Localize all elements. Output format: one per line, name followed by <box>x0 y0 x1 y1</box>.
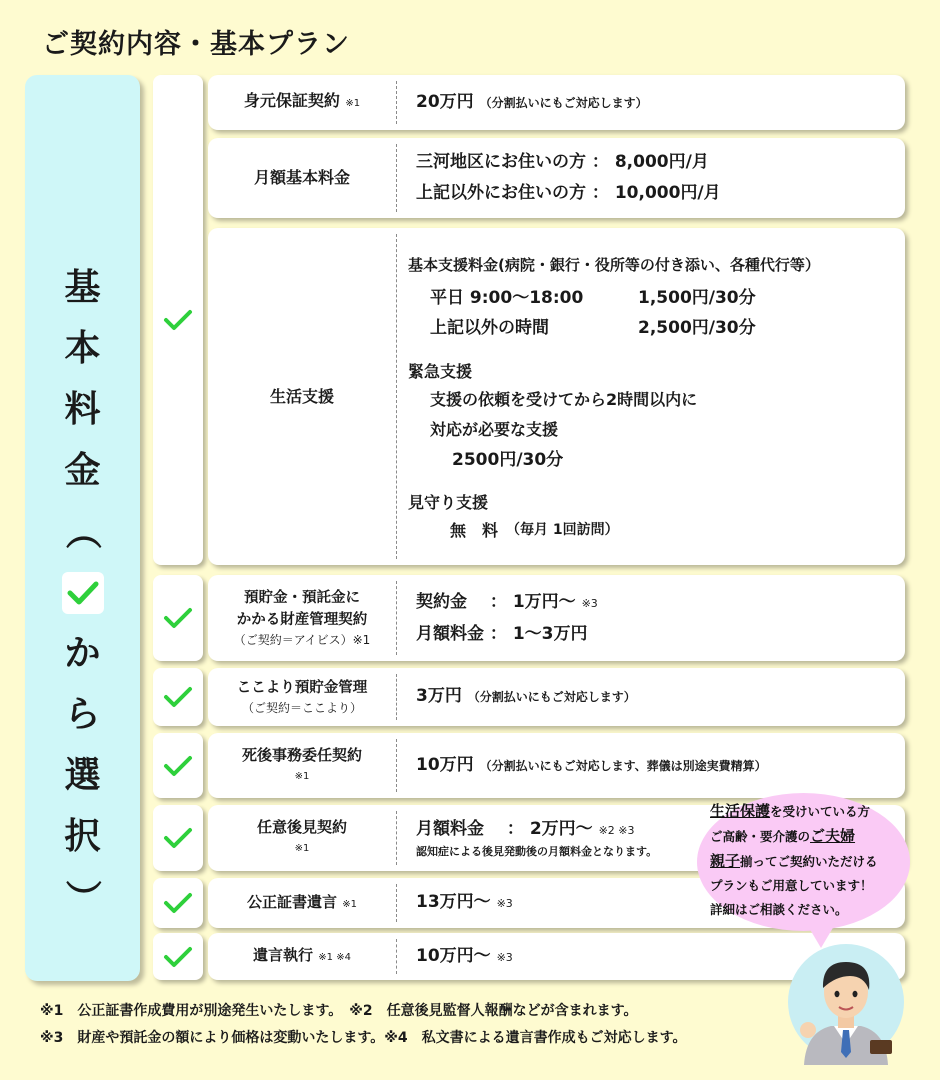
side-char: 基 <box>64 267 101 308</box>
row-content: 月額料金 ： 2万円～ ※2 ※3 認知症による後見発動後の月額料金となります。 <box>416 819 658 858</box>
check-icon <box>163 606 193 630</box>
check-box-guardianship <box>153 805 203 871</box>
row-label: 公正証書遺言 ※1 <box>247 892 357 911</box>
row-content: 10万円 （分割払いにもご対応します、葬儀は別途実費精算） <box>416 754 767 775</box>
check-icon <box>163 685 193 709</box>
side-char: 本 <box>64 328 101 369</box>
side-char: ら <box>64 694 101 735</box>
row-label: 死後事務委任契約 ※1 <box>241 745 362 782</box>
footnote-line-1: ※1 公正証書作成費用が別途発生いたします。 ※2 任意後見監督人報酬などが含まれます。 <box>40 1003 638 1019</box>
row-content: 20万円 （分割払いにもご対応します） <box>416 91 648 112</box>
check-box-execution <box>153 933 203 980</box>
check-icon <box>163 754 193 778</box>
base-fee-side-panel <box>25 75 140 981</box>
check-icon <box>163 891 193 915</box>
side-paren-open: （ <box>61 513 103 550</box>
page-title: ご契約内容・基本プラン <box>42 29 350 60</box>
row-deposit-management <box>208 575 905 661</box>
speech-bubble-text: 生活保護を受けいている方 ご高齢・要介護のご夫婦 親子揃ってご契約いただける プランもご用意しています！ 詳細はご相談ください。 <box>710 802 878 917</box>
row-monthly-fee <box>208 138 905 218</box>
side-char: 金 <box>64 450 101 491</box>
businessman-avatar-icon <box>786 940 906 1069</box>
row-life-support: 生活支援 基本支援料金(病院・銀行・役所等の付き添い、各種代行等） 平日 9:00～18:00 1,500円/30分 上記以外の時間 2,500円/30分 緊急支援 支援の依頼を受けてから2時間以内に 対応が必要な支援 2500円/30分 見守り支援 無 料 （毎月 1回訪問） <box>208 228 905 565</box>
side-char: 選 <box>64 755 101 796</box>
row-label: 月額基本料金 <box>253 168 350 187</box>
check-icon <box>163 945 193 969</box>
row-content: 13万円～ ※3 <box>416 892 513 912</box>
row-content: 10万円～ ※3 <box>416 945 513 966</box>
row-content: 契約金 ： 1万円～ ※3 月額料金 ： 1～3万円 <box>416 591 598 644</box>
check-box-notary-will <box>153 878 203 928</box>
check-icon <box>163 826 193 850</box>
row-label: 預貯金・預託金に かかる財産管理契約 （ご契約＝アイビス）※1 <box>233 590 371 647</box>
row-content: 3万円 （分割払いにもご対応します） <box>416 686 636 706</box>
footnote-line-2: ※3 財産や預託金の額により価格は変動いたします。※4 私文書による遺言書作成もご対応します。 <box>40 1030 687 1046</box>
row-kokoyori <box>208 668 905 726</box>
row-label: ここより預貯金管理 （ご契約＝ここより） <box>236 680 368 715</box>
side-char: か <box>64 633 101 674</box>
row-label: 生活支援 <box>269 386 334 406</box>
check-box-deposit <box>153 575 203 661</box>
row-content: 三河地区にお住いの方 ： 8,000円/月 上記以外にお住いの方 ： 10,000円/月 <box>416 152 721 203</box>
row-label: 身元保証契約 ※1 <box>243 91 361 110</box>
side-paren-close: ） <box>61 879 103 916</box>
row-label: 任意後見契約 ※1 <box>256 818 347 854</box>
row-after-death <box>208 733 905 798</box>
side-char: 択 <box>64 816 101 857</box>
row-guarantee <box>208 75 905 130</box>
side-char: 料 <box>64 389 101 430</box>
check-box-base <box>153 75 203 565</box>
check-box-kokoyori <box>153 668 203 726</box>
check-icon <box>62 572 104 614</box>
check-box-after-death <box>153 733 203 798</box>
row-label: 遺言執行 ※1 ※4 <box>253 946 351 964</box>
check-icon <box>163 308 193 332</box>
